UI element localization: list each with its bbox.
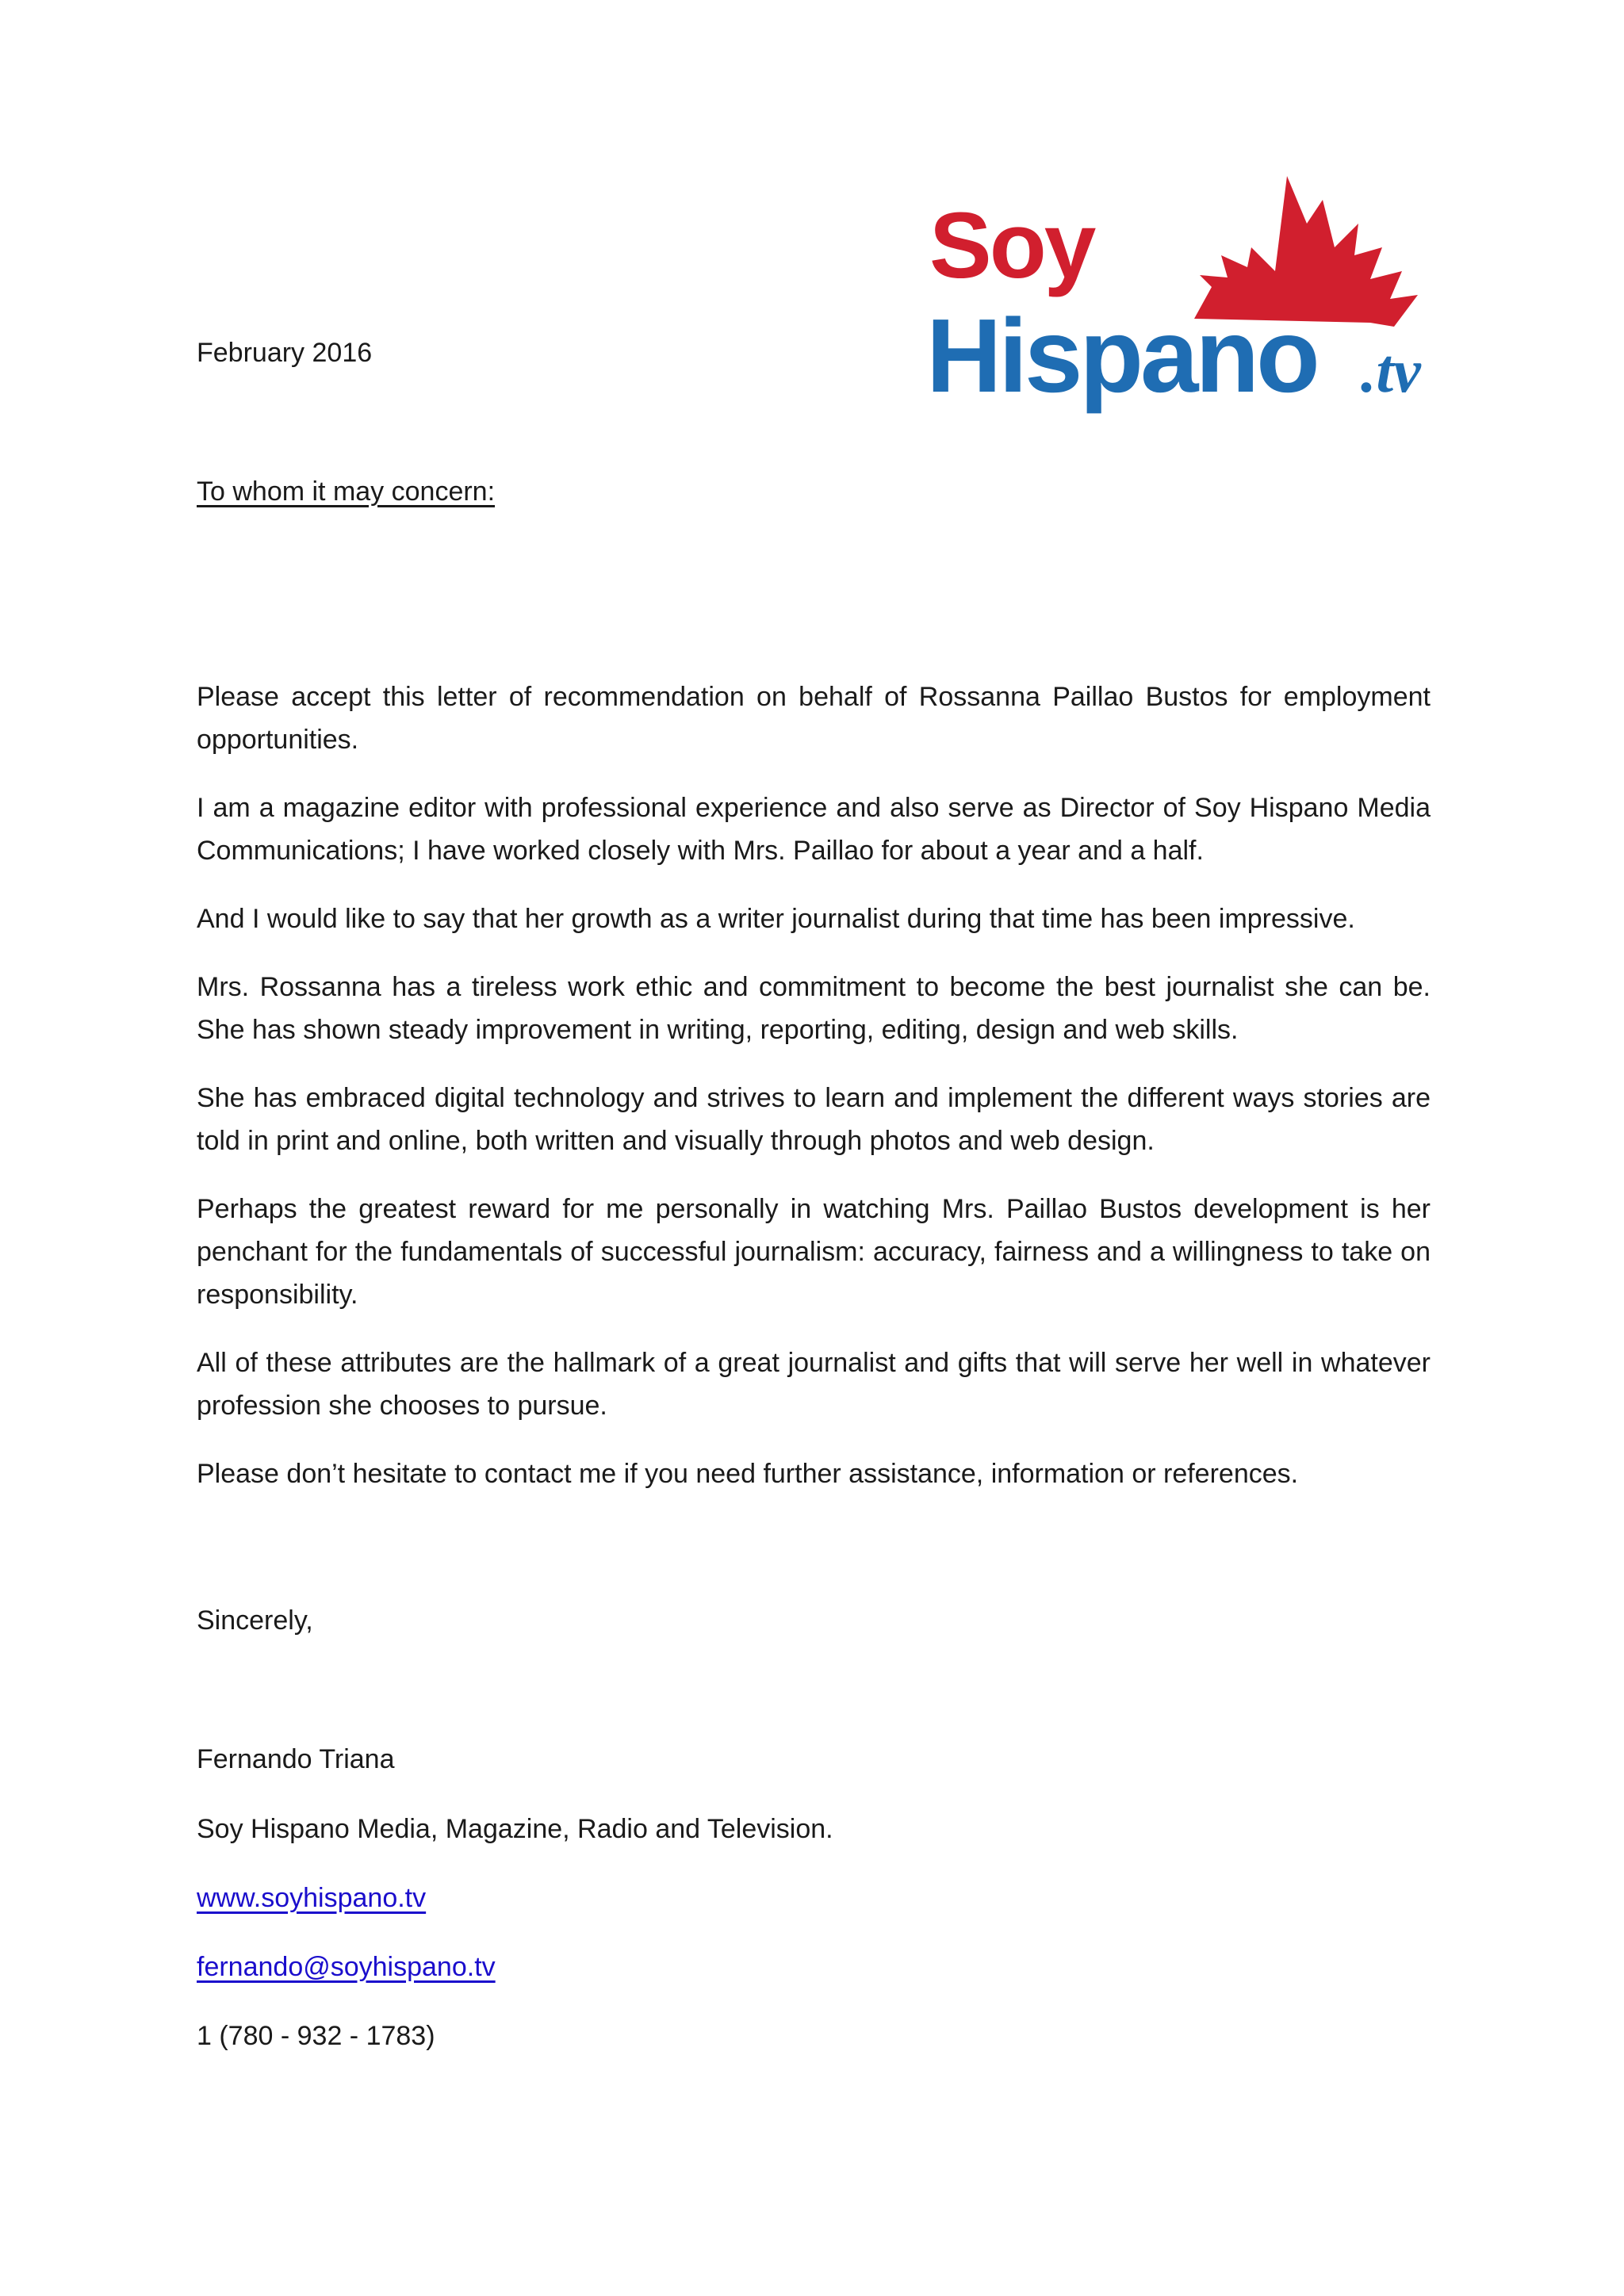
email-link[interactable]: fernando@soyhispano.tv [197,1952,496,1982]
paragraph: I am a magazine editor with professional experience and also serve as Director of Soy Hispano Media Communications; I have worked closely with Mrs. Paillao for about a year and a half. [197,793,1431,866]
paragraph: Please don’t hesitate to contact me if you need further assistance, information or references. [197,1459,1299,1489]
organization: Soy Hispano Media, Magazine, Radio and Television. [197,1814,833,1844]
logo-word-soy: Soy [929,193,1094,298]
paragraph: Mrs. Rossanna has a tireless work ethic and commitment to become the best journalist she can be. She has shown steady improvement in writing, reporting, editing, design and web skills. [197,972,1431,1045]
phone-number: 1 (780 - 932 - 1783) [197,2021,435,2051]
paragraph: And I would like to say that her growth as a writer journalist during that time has been impressive. [197,904,1355,934]
logo-suffix-tv: .tv [1361,336,1421,405]
closing: Sincerely, [197,1605,313,1636]
website-link[interactable]: www.soyhispano.tv [197,1883,427,1913]
paragraph: Perhaps the greatest reward for me personally in watching Mrs. Paillao Bustos development is her penchant for the fundamentals of successful journalism: accuracy, fairness and a willingness to take on responsibility. [197,1194,1431,1310]
soy-hispano-logo [926,168,1450,442]
paragraph: Please accept this letter of recommendation on behalf of Rossanna Paillao Bustos for employment opportunities. [197,682,1431,755]
letter-body [197,675,1431,1521]
salutation: To whom it may concern: [197,476,496,507]
signer-name: Fernando Triana [197,1744,395,1774]
logo-word-hispano: Hispano [926,297,1317,414]
letter-date: February 2016 [197,338,373,368]
paragraph: All of these attributes are the hallmark of a great journalist and gifts that will serve her well in whatever profession she chooses to pursue. [197,1348,1431,1421]
paragraph: She has embraced digital technology and strives to learn and implement the different ways stories are told in print and online, both written and visually through photos and web design. [197,1083,1431,1156]
